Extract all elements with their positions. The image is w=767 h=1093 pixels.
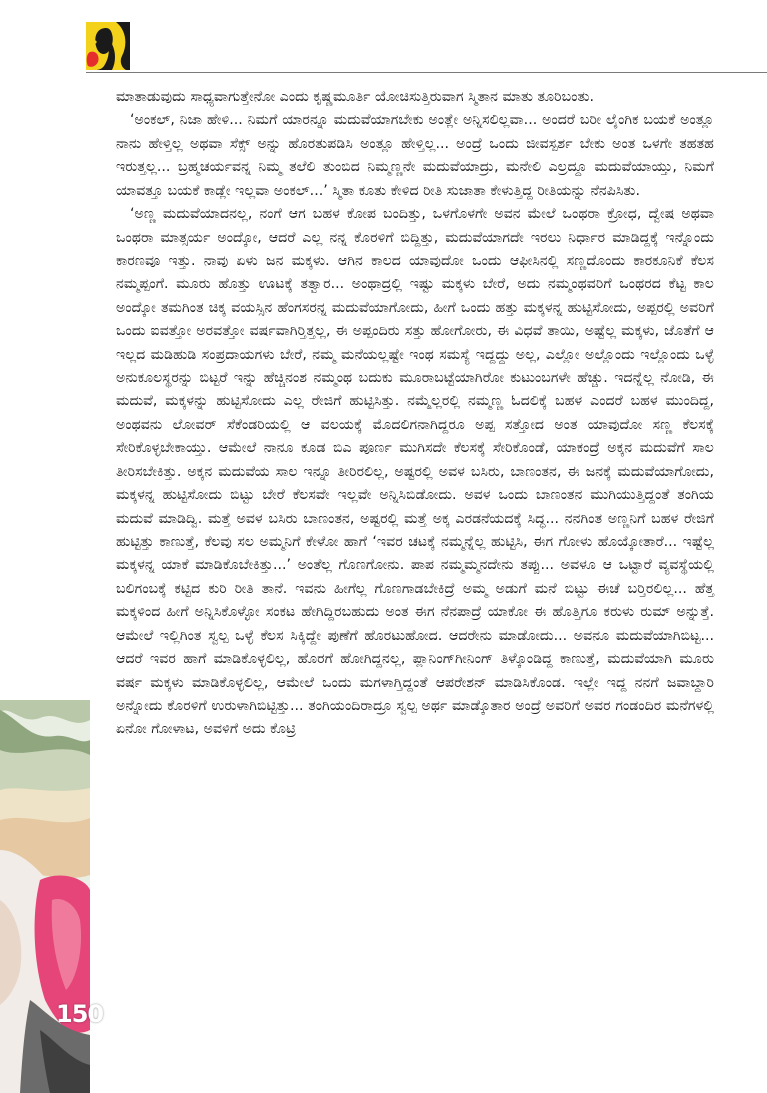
article-paragraph: ‘ಅಂಕಲ್, ನಿಜಾ ಹೇಳಿ... ನಿಮಗೆ ಯಾರನ್ನೂ ಮದುವೆಯಾಗಬೇಕು ಅಂತ್ಲೇ ಅನ್ನಿಸಲಿಲ್ಲವಾ... ಅಂದರೆ ಬರೀ ಲೈಂಗಿಕ ಬಯಕೆ ಅಂತ್ಲೂ ನಾನು ಹೇಳ್ತಿಲ್ಲ ಅಥವಾ ಸೆಕ್ಸ್ ಅನ್ನು ಹೊರತುಪಡಿಸಿ ಅಂತ್ಲೂ ಹೇಳ್ತಿಲ್ಲ... ಅಂದ್ರೆ ಒಂದು ಜೀವಸ್ಪರ್ಶ ಬೇಕು ಅಂತ ಒಳಗೇ ತಹತಹ ಇರುತ್ತಲ್ಲ... ಬ್ರಹ್ಮಚರ್ಯವನ್ನ ನಿಮ್ಮ ತಲೆಲಿ ತುಂಬಿದ ನಿಮ್ಮಣ್ಣನೇ ಮದುವೆಯಾದ್ರು, ಮನೇಲಿ ಎಲ್ರದ್ದೂ ಮದುವೆಯಾಯ್ತು, ನಿಮಗೆ ಯಾವತ್ತೂ ಬಯಕೆ ಕಾಡ್ಲೇ ಇಲ್ಲವಾ ಅಂಕಲ್...’ ಸ್ಮಿತಾ ಕೂತು ಕೇಳಿದ ರೀತಿ ಸುಜಾತಾ ಕೇಳುತ್ತಿದ್ದ ರೀತಿಯನ್ನು ನೆನಪಿಸಿತು. [116, 112, 714, 199]
article-paragraph: ‘ಅಣ್ಣ ಮದುವೆಯಾದನಲ್ಲ, ನಂಗೆ ಆಗ ಬಹಳ ಕೋಪ ಬಂದಿತ್ತು, ಒಳಗೊಳಗೇ ಅವನ ಮೇಲೆ ಒಂಥರಾ ಕ್ರೋಧ, ದ್ವೇಷ ಅಥವಾ ಒಂಥರಾ ಮಾತ್ಸರ್ಯ ಅಂದ್ಕೋ, ಆದರೆ ಎಲ್ಲ ನನ್ನ ಕೊರಳಿಗೆ ಬಿದ್ದಿತ್ತು, ಮದುವೆಯಾಗದೇ ಇರಲು ನಿರ್ಧಾರ ಮಾಡಿದ್ದಕ್ಕೆ ಇನ್ನೊಂದು ಕಾರಣವೂ ಇತ್ತು. ನಾವು ಏಳು ಜನ ಮಕ್ಕಳು. ಆಗಿನ ಕಾಲದ ಯಾವುದೋ ಒಂದು ಆಫೀಸಿನಲ್ಲಿ ಸಣ್ಣದೊಂದು ಕಾರಕೂನಿಕೆ ಕೆಲಸ ನಮ್ಮಪ್ಪಂಗೆ. ಮೂರು ಹೊತ್ತು ಊಟಕ್ಕೆ ತತ್ವಾರ... ಅಂಥಾದ್ರಲ್ಲಿ ಇಷ್ಟು ಮಕ್ಕಳು ಬೇರೆ, ಅದು ನಮ್ಮಂಥವರಿಗೆ ಒಂಥರದ ಕೆಟ್ಟ ಕಾಲ ಅಂದ್ಕೋ ತಮಗಿಂತ ಚಿಕ್ಕ ವಯಸ್ಸಿನ ಹೆಂಗಸರನ್ನ ಮದುವೆಯಾಗೋದು, ಹೀಗೆ ಒಂದು ಹತ್ತು ಮಕ್ಕಳನ್ನ ಹುಟ್ಟಿಸೋದು, ಅಪ್ಪರಲ್ಲಿ ಅವರಿಗೆ ಒಂದು ಐವತ್ತೋ ಅರವತ್ತೋ ವರ್ಷವಾಗಿರ್‍ತಿತ್ತಲ್ಲ, ಈ ಅಪ್ಪಂದಿರು ಸತ್ತು ಹೋಗೋರು, ಈ ವಿಧವೆ ತಾಯಿ, ಅಷ್ಟೆಲ್ಲ ಮಕ್ಕಳು, ಜೊತೆಗೆ ಆ ಇಲ್ಲದ ಮಡಿಹುಡಿ ಸಂಪ್ರದಾಯಗಳು ಬೇರೆ, ನಮ್ಮ ಮನೆಯಲ್ಲಷ್ಟೇ ಇಂಥ ಸಮಸ್ಯೆ ಇದ್ದದ್ದು ಅಲ್ಲ, ಎಲ್ಲೋ ಅಲ್ಲೊಂದು ಇಲ್ಲೊಂದು ಒಳ್ಳೆ ಅನುಕೂಲಸ್ಥರನ್ನು ಬಿಟ್ಟರೆ ಇನ್ನು ಹೆಚ್ಚಿನಂಶ ನಮ್ಮಂಥ ಬದುಕು ಮೂರಾಬಟ್ಟೆಯಾಗಿರೋ ಕುಟುಂಬಗಳೇ ಹೆಚ್ಚು. ಇದನ್ನೆಲ್ಲ ನೋಡಿ, ಈ ಮದುವೆ, ಮಕ್ಕಳನ್ನು ಹುಟ್ಟಿಸೋದು ಎಲ್ಲ ರೇಜಿಗೆ ಹುಟ್ಟಿಸಿತ್ತು. ನಮ್ಮೆಲ್ಲರಲ್ಲಿ ನಮ್ಮಣ್ಣ ಓದಲಿಕ್ಕೆ ಬಹಳ ಎಂದರೆ ಬಹಳ ಮುಂದಿದ್ದ, ಅಂಥವನು ಲೋವರ್ ಸೆಕೆಂಡರಿಯಲ್ಲಿ ಆ ವಲಯಕ್ಕೆ ಮೊದಲಿಗನಾಗಿದ್ದರೂ ಅಪ್ಪ ಸತ್ತೋದ ಅಂತ ಯಾವುದೋ ಸಣ್ಣ ಕೆಲಸಕ್ಕೆ ಸೇರಿಕೊಳ್ಳಬೇಕಾಯ್ತು. ಆಮೇಲೆ ನಾನೂ ಕೂಡ ಬಿಎ ಪೂರ್ಣ ಮುಗಿಸದೇ ಕೆಲಸಕ್ಕೆ ಸೇರಿಕೊಂಡೆ, ಯಾಕಂದ್ರೆ ಅಕ್ಕನ ಮದುವೆಗೆ ಸಾಲ ತೀರಿಸಬೇಕಿತ್ತು. ಅಕ್ಕನ ಮದುವೆಯ ಸಾಲ ಇನ್ನೂ ತೀರಿರಲಿಲ್ಲ, ಅಷ್ಟರಲ್ಲಿ ಅವಳ ಬಸಿರು, ಬಾಣಂತನ, ಈ ಜನಕ್ಕೆ ಮದುವೆಯಾಗೋದು, ಮಕ್ಕಳನ್ನ ಹುಟ್ಟಿಸೋದು ಬಿಟ್ಟು ಬೇರೆ ಕೆಲಸವೇ ಇಲ್ಲವೇ ಅನ್ನಿಸಿಬಿಡೋದು. ಅವಳ ಒಂದು ಬಾಣಂತನ ಮುಗಿಯುತ್ತಿದ್ದಂತೆ ತಂಗಿಯ ಮದುವೆ ಮಾಡಿದ್ವಿ. ಮತ್ತೆ ಅವಳ ಬಸಿರು ಬಾಣಂತನ, ಅಷ್ಟರಲ್ಲಿ ಮತ್ತೆ ಅಕ್ಕ ಎರಡನೆಯದಕ್ಕೆ ಸಿದ್ಧ... ನನಗಿಂತ ಅಣ್ಣನಿಗೆ ಬಹಳ ರೇಜಿಗೆ ಹುಟ್ಟಿತ್ತು ಕಾಣುತ್ತೆ, ಕೆಲವು ಸಲ ಅಮ್ಮನಿಗೆ ಕೇಳೋ ಹಾಗೆ ‘ಇವರ ಚಟಕ್ಕೆ ನಮ್ಮನ್ನೆಲ್ಲ ಹುಟ್ಟಿಸಿ, ಈಗ ಗೋಳು ಹೊಯ್ಕೋತಾರೆ... ಇಷ್ಟೆಲ್ಲ ಮಕ್ಕಳನ್ನ ಯಾಕೆ ಮಾಡಿಕೊಬೇಕಿತ್ತು...’ ಅಂತೆಲ್ಲ ಗೊಣಗೋನು. ಪಾಪ ನಮ್ಮಮ್ಮನದೇನು ತಪ್ಪು... ಅವಳೂ ಆ ಒಟ್ಟಾರೆ ವ್ಯವಸ್ಥೆಯಲ್ಲಿ ಬಲಿಗಂಬಕ್ಕೆ ಕಟ್ಟಿದ ಕುರಿ ರೀತಿ ತಾನೆ. ಇವನು ಹೀಗೆಲ್ಲ ಗೊಣಗಾಡಬೇಕಿದ್ರೆ ಅಮ್ಮ ಅಡುಗೆ ಮನೆ ಬಿಟ್ಟು ಈಚೆ ಬರ್‍ತಿರಲಿಲ್ಲ... ಹೆತ್ತ ಮಕ್ಕಳಿಂದ ಹೀಗೆ ಅನ್ನಿಸಿಕೊಳ್ಳೋ ಸಂಕಟ ಹೇಗಿದ್ದಿರಬಹುದು ಅಂತ ಈಗ ನೆನಪಾದ್ರೆ ಯಾಕೋ ಈ ಹೊತ್ತಿಗೂ ಕರುಳು ರುಮ್ ಅನ್ನುತ್ತೆ. ಆಮೇಲೆ ಇಲ್ಲಿಗಿಂತ ಸ್ವಲ್ಪ ಒಳ್ಳೆ ಕೆಲಸ ಸಿಕ್ಕಿದ್ದೇ ಪುಣೆಗೆ ಹೊರಟುಹೋದ. ಆದರೇನು ಮಾಡೋದು... ಅವನೂ ಮದುವೆಯಾಗಿಬಿಟ್ಟ... ಆದರೆ ಇವರ ಹಾಗೆ ಮಾಡಿಕೊಳ್ಳಲಿಲ್ಲ, ಹೊರಗೆ ಹೋಗಿದ್ದನಲ್ಲ, ಪ್ಲಾನಿಂಗ್‌ಗೀನಿಂಗ್ ತಿಳ್ಕೊಂಡಿದ್ದ ಕಾಣುತ್ತೆ, ಮದುವೆಯಾಗಿ ಮೂರು ವರ್ಷ ಮಕ್ಕಳು ಮಾಡಿಕೊಳ್ಳಲಿಲ್ಲ, ಆಮೇಲೆ ಒಂದು ಮಗಳಾಗ್ತಿದ್ದಂತೆ ಆಪರೇಶನ್ ಮಾಡಿಸಿಕೊಂಡ. ಇಲ್ಲೇ ಇದ್ದ ನನಗೆ ಜವಾಬ್ದಾರಿ ಅನ್ನೋದು ಕೊರಳಿಗೆ ಉರುಳಾಗಿಬಿಟ್ಟಿತ್ತು... ತಂಗಿಯಂದಿರಾದ್ರೂ ಸ್ವಲ್ಪ ಅರ್ಥ ಮಾಡ್ಕೊತಾರ ಅಂದ್ರೆ ಅವರಿಗೆ ಅವರ ಗಂಡಂದಿರ ಮನೆಗಳಲ್ಲಿ ಏನೋ ಗೋಳಾಟ, ಅವಳಿಗೆ ಅದು ಕೊಟ್ರಿ [116, 206, 714, 738]
article-body [116, 86, 714, 742]
page-number: 150 [56, 1000, 104, 1028]
magazine-logo-icon [86, 22, 130, 70]
article-paragraph: ಮಾತಾಡುವುದು ಸಾಧ್ಯವಾಗುತ್ತೇನೋ ಎಂದು ಕೃಷ್ಣಮೂರ್ತಿ ಯೋಚಿಸುತ್ತಿರುವಾಗ ಸ್ಮಿತಾನ ಮಾತು ತೂರಿಬಂತು. [116, 89, 595, 105]
header-rule [86, 72, 767, 73]
painted-figure-illustration [0, 700, 90, 1093]
